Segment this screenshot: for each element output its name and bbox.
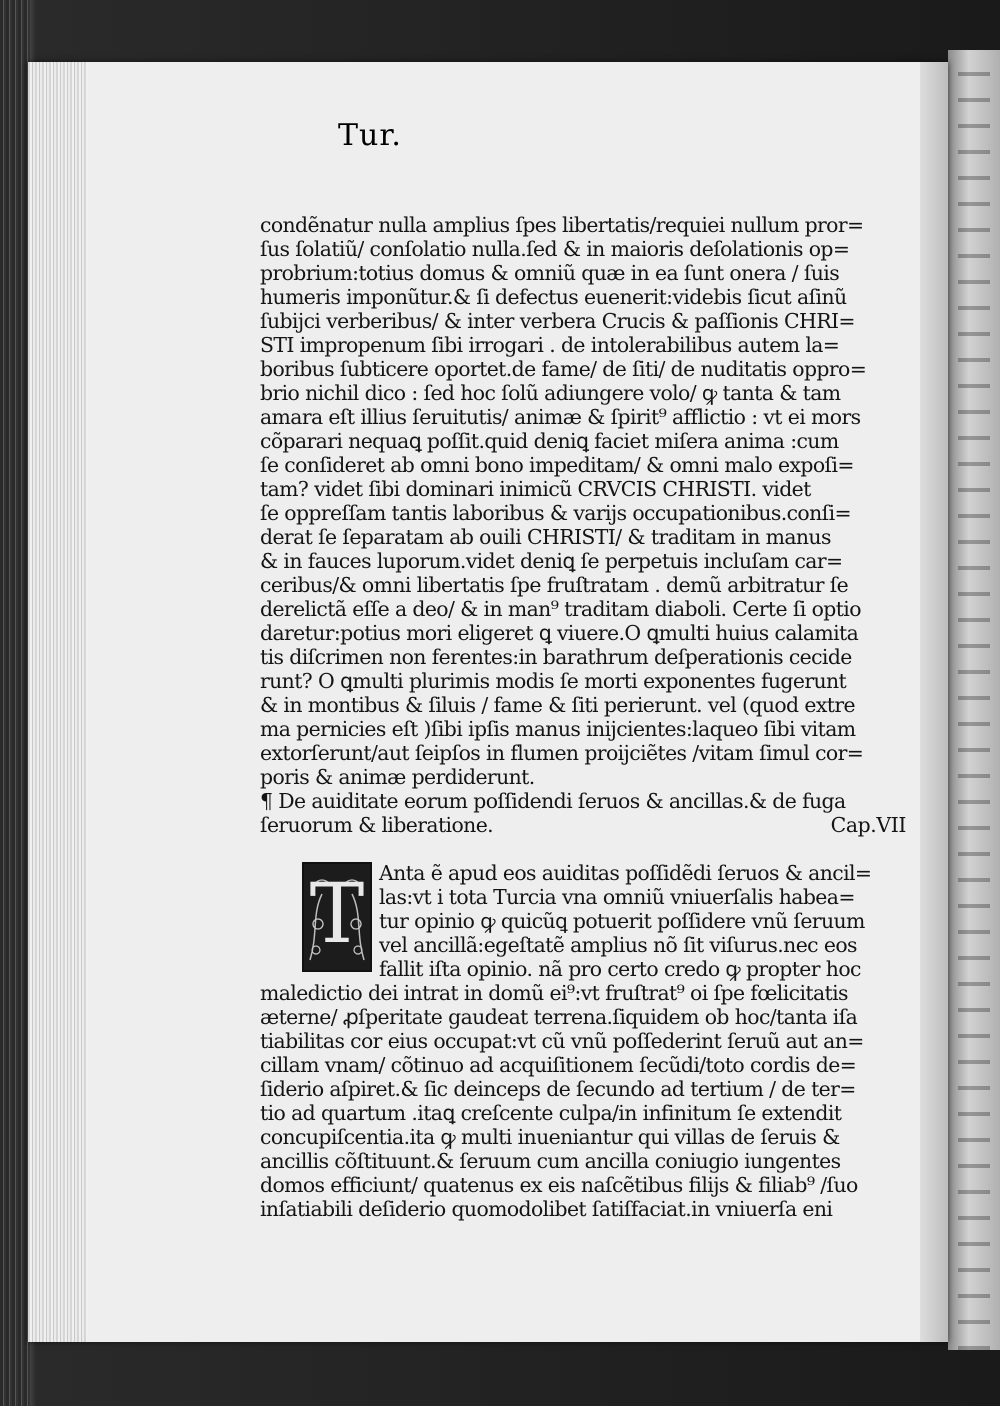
running-head: Tur. [338,118,402,153]
body-line: humeris imponũtur.& ſi defectus euenerit:videbis ſicut aſinũ [260,285,847,309]
chapter-line: æterne/ ꝓſperitate gaudeat terrena.ſiquidem ob hoc/tanta iſa [260,1005,858,1029]
body-line: probrium:totius domus & omniũ quæ in ea ſunt onera / ſuis [260,261,840,285]
body-line: & in fauces luporum.videt deniꝗ ſe perpetuis incluſam car= [260,549,843,573]
chapter-number: Cap.VII [830,813,906,837]
body-line: derat ſe ſeparatam ab ouili CHRISTI/ & traditam in manus [260,525,831,549]
body-line: ceribus/& omni libertatis ſpe fruſtratam . demũ arbitratur ſe [260,573,849,597]
body-line: brio nichil dico : ſed hoc ſolũ adiungere volo/ ꝙ tanta & tam [260,381,841,405]
body-line: ma pernicies eſt )ſibi ipſis manus inijcientes:laqueo ſibi vitam [260,717,856,741]
chapter-line: tio ad quartum .itaꝗ creſcente culpa/in infinitum ſe extendit [260,1101,842,1125]
initial-letter: T [309,867,365,962]
body-line: tam? videt ſibi dominari inimicũ CRVCIS CHRISTI. videt [260,477,811,501]
body-line: condẽnatur nulla amplius ſpes libertatis/requiei nullum pror= [260,213,864,237]
body-line: extorſerunt/aut ſeipſos in flumen proijciẽtes /vitam ſimul cor= [260,741,864,765]
decorated-initial [302,862,372,972]
chapter-line: inſatiabili deſiderio quomodolibet ſatiſfaciat.in vniuerſa eni [260,1197,833,1221]
book-page [28,62,948,1342]
body-line: cõparari nequaꝗ poſſit.quid deniꝗ faciet miſera anima :cum [260,429,839,453]
chapter-line: tiabilitas cor eius occupat:vt cũ vnũ poſſederint ſeruũ aut an= [260,1029,864,1053]
body-line: STI impropenum ſibi irrogari . de intolerabilibus autem la= [260,333,840,357]
body-line: & in montibus & ſiluis / fame & ſiti perierunt. vel (quod extre [260,693,855,717]
facing-page-text-hint [958,50,990,1350]
page-gutter-shadow [920,62,948,1342]
chapter-line: ancillis cõſtituunt.& ſeruum cum ancilla coniugio iungentes [260,1149,841,1173]
body-line: runt? O ꝗmulti plurimis modis ſe morti exponentes fugerunt [260,669,847,693]
chapter-line: concupiſcentia.ita ꝙ multi inueniantur qui villas de ſeruis & [260,1125,840,1149]
body-line: amara eſt illius ſeruitutis/ animæ & ſpirit⁹ afflictio : vt ei mors [260,405,861,429]
body-line: poris & animæ perdiderunt. [260,765,535,789]
body-line: derelictã eſſe a deo/ & in man⁹ traditam diaboli. Certe ſi optio [260,597,861,621]
chapter-line: Anta ẽ apud eos auiditas poſſidẽdi ſeruos & ancil= [379,861,872,885]
chapter-heading: ¶ De auiditate eorum poſſidendi ſeruos & ancillas.& de fuga [260,789,846,813]
chapter-line: domos efficiunt/ quatenus ex eis naſcẽtibus filijs & filiab⁹ /ſuo [260,1173,858,1197]
chapter-line: las:vt i tota Turcia vna omniũ vniuerſalis habea= [379,885,855,909]
chapter-line: tur opinio ꝙ quicũꝗ potuerit poſſidere vnũ ſeruum [379,909,865,933]
chapter-heading-continued: ſeruorum & liberatione. [260,813,494,837]
book-cover-edge [0,0,30,1406]
chapter-line: vel ancillã:egeſtatẽ amplius nõ ſit viſurus.nec eos [379,933,857,957]
facing-page-edge [948,50,1000,1350]
body-line: tis diſcrimen non ferentes:in barathrum deſperationis cecide [260,645,852,669]
body-line: daretur:potius mori eligeret ꝗ viuere.O ꝗmulti huius calamita [260,621,859,645]
page-stack-edges [28,62,88,1342]
chapter-line: maledictio dei intrat in domũ ei⁹:vt fruſtrat⁹ oi ſpe fœlicitatis [260,981,848,1005]
body-line: ſubijci verberibus/ & inter verbera Crucis & paſſionis CHRI= [260,309,855,333]
body-line: ſe conſideret ab omni bono impeditam/ & omni malo expoſi= [260,453,854,477]
chapter-line: cillam vnam/ cõtinuo ad acquiſitionem ſecũdi/toto cordis de= [260,1053,857,1077]
chapter-line: fallit iſta opinio. nã pro certo credo ꝙ propter hoc [379,957,861,981]
body-line: boribus ſubticere oportet.de fame/ de ſiti/ de nuditatis oppro= [260,357,867,381]
body-line: ſus ſolatiũ/ conſolatio nulla.ſed & in maioris deſolationis op= [260,237,850,261]
chapter-line: ſiderio aſpiret.& ſic deinceps de ſecundo ad tertium / de ter= [260,1077,856,1101]
body-line: ſe oppreſſam tantis laboribus & varijs occupationibus.conſi= [260,501,851,525]
